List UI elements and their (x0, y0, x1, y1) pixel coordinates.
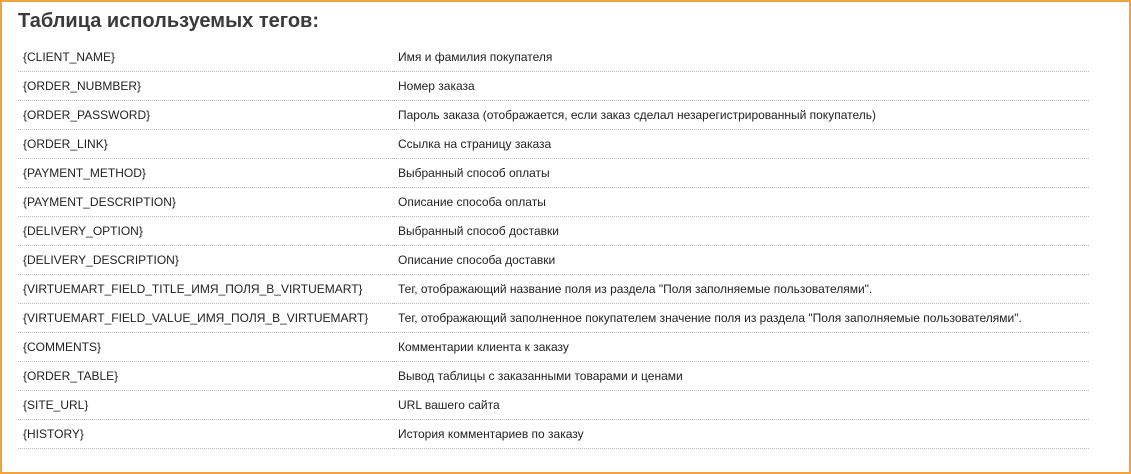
tag-description-cell: Тег, отображающий название поля из раздела "Поля заполняемые пользователями". (393, 275, 1089, 304)
table-row (18, 304, 1089, 333)
table-row (18, 391, 1089, 420)
tag-name-cell: {ORDER_NUBMBER} (18, 72, 393, 101)
tag-description-cell: Выбранный способ доставки (393, 217, 1089, 246)
tag-name-cell: {SITE_URL} (18, 391, 393, 420)
tags-table (18, 43, 1089, 449)
tag-description-cell: Описание способа оплаты (393, 188, 1089, 217)
table-row (18, 130, 1089, 159)
tag-description-cell: Тег, отображающий заполненное покупателем значение поля из раздела "Поля заполняемые пользователями". (393, 304, 1089, 333)
table-row (18, 72, 1089, 101)
tag-description-cell: Имя и фамилия покупателя (393, 43, 1089, 72)
tag-name-cell: {CLIENT_NAME} (18, 43, 393, 72)
tag-name-cell: {VIRTUEMART_FIELD_TITLE_ИМЯ_ПОЛЯ_В_VIRTUEMART} (18, 275, 393, 304)
tag-name-cell: {PAYMENT_METHOD} (18, 159, 393, 188)
tag-description-cell: URL вашего сайта (393, 391, 1089, 420)
tag-description-cell: Номер заказа (393, 72, 1089, 101)
table-row (18, 159, 1089, 188)
tag-description-cell: Выбранный способ оплаты (393, 159, 1089, 188)
tag-name-cell: {DELIVERY_DESCRIPTION} (18, 246, 393, 275)
tag-name-cell: {COMMENTS} (18, 333, 393, 362)
tag-description-cell: История комментариев по заказу (393, 420, 1089, 449)
tag-name-cell: {ORDER_PASSWORD} (18, 101, 393, 130)
tag-name-cell: {VIRTUEMART_FIELD_VALUE_ИМЯ_ПОЛЯ_В_VIRTUEMART} (18, 304, 393, 333)
tag-name-cell: {ORDER_TABLE} (18, 362, 393, 391)
table-row (18, 333, 1089, 362)
tags-table-body (18, 43, 1089, 449)
table-row (18, 101, 1089, 130)
table-row (18, 362, 1089, 391)
tag-description-cell: Пароль заказа (отображается, если заказ сделал незарегистрированный покупатель) (393, 101, 1089, 130)
table-row (18, 217, 1089, 246)
tag-name-cell: {ORDER_LINK} (18, 130, 393, 159)
tag-name-cell: {PAYMENT_DESCRIPTION} (18, 188, 393, 217)
table-row (18, 246, 1089, 275)
table-row (18, 275, 1089, 304)
tag-name-cell: {DELIVERY_OPTION} (18, 217, 393, 246)
table-row (18, 43, 1089, 72)
page-title: Таблица используемых тегов: (18, 10, 320, 32)
table-row (18, 188, 1089, 217)
tag-description-cell: Комментарии клиента к заказу (393, 333, 1089, 362)
table-row (18, 420, 1089, 449)
tag-description-cell: Вывод таблицы с заказанными товарами и ценами (393, 362, 1089, 391)
tag-description-cell: Описание способа доставки (393, 246, 1089, 275)
tag-description-cell: Ссылка на страницу заказа (393, 130, 1089, 159)
tag-name-cell: {HISTORY} (18, 420, 393, 449)
